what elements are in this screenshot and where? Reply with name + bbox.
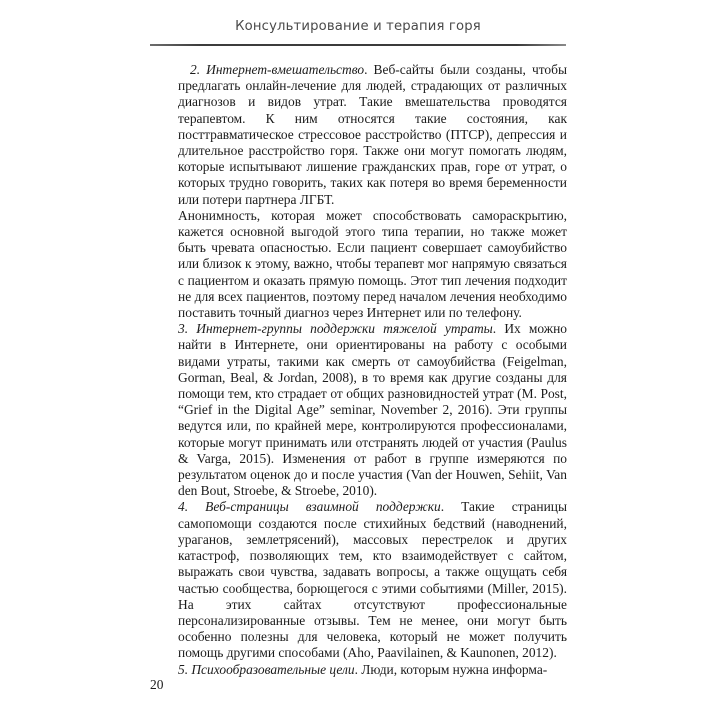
paragraph-4-mutual-support-pages [178, 499, 567, 661]
paragraph-anonymity [178, 208, 567, 321]
running-head-title: Консультирование и терапия горя [235, 19, 481, 34]
page-number: 20 [150, 677, 164, 692]
paragraph-2-internet-intervention [178, 62, 567, 208]
paragraph-4-heading: 4. Веб-страницы взаимной поддержки [178, 499, 441, 515]
paragraph-5-body: . Люди, которым нужна информа- [354, 661, 548, 677]
paragraph-5-heading: 5. Психообразовательные цели [178, 661, 355, 677]
paragraph-anonymity-body: Анонимность, которая может способствовать самораскрытию, кажется основной выгодой этого типа терапии, но также может быть чревата опасностью. Если пациент совершает самоубийство или близок к этому, важно, чтобы терапевт мог напрямую связаться с пациентом и оказать прямую помощь. Этот тип лечения подходит не для всех пациентов, поэтому перед началом лечения необходимо поставить точный диагноз через Интернет или по телефону. [178, 207, 567, 321]
running-head-rule [150, 44, 566, 46]
paragraph-4-body: . Такие страницы самопомощи создаются после стихийных бедствий (наводнений, ураганов, землетрясений), массовых перестрелок и других катастроф, позволяющих тем, кто взаимодействует с сайтом, выражать свои чувства, задавать вопросы, а также ощущать себя частью сообщества, борющегося с этими событиями (Miller, 2015). На этих сайтах отсутствуют профессиональные персонализированные отзывы. Тем не менее, они могут быть особенно полезны для человека, который не может получить помощь другими способами (Aho, Paavilainen, & Kaunonen, 2012). [178, 499, 568, 661]
body-text-block [178, 62, 567, 678]
paragraph-2-body: . Веб-сайты были созданы, чтобы предлагать онлайн-лечение для людей, страдающих от различных диагнозов и видов утрат. Такие вмешательства проводятся терапевтом. К ним относятся такие состояния, как посттравматическое стрессовое расстройство (ПТСР), депрессия и длительное расстройство горя. Также они могут помогать людям, которые испытывают лишение гражданских прав, горе от утрат, о которых трудно говорить, таких как потеря во время беременности или потери партнера ЛГБТ. [178, 62, 567, 207]
paragraph-3-heading: 3. Интернет-группы поддержки тяжелой утраты [178, 321, 493, 337]
paragraph-2-heading: 2. Интернет-вмешательство [190, 62, 365, 77]
paragraph-3-body: . Их можно найти в Интернете, они ориентированы на работу с особыми видами утраты, такими как смерть от самоубийства (Feigelman, Gorman, Beal, & Jordan, 2008), в то время как другие созданы для помощи тем, кто страдает от общих разновидностей утрат (M. Post, “Grief in the Digital Age” seminar, November 2, 2016). Эти группы ведутся или, по крайней мере, контролируются профессионалами, которые могут принимать или отстранять людей от участия (Paulus & Varga, 2015). Изменения от работ в группе измеряются по результатом оценок до и после участия (Van der Houwen, Sehiit, Van den Bout, Stroebe, & Stroebe, 2010). [178, 321, 567, 499]
paragraph-3-support-groups [178, 321, 567, 499]
paragraph-5-psychoeducational [178, 662, 567, 678]
